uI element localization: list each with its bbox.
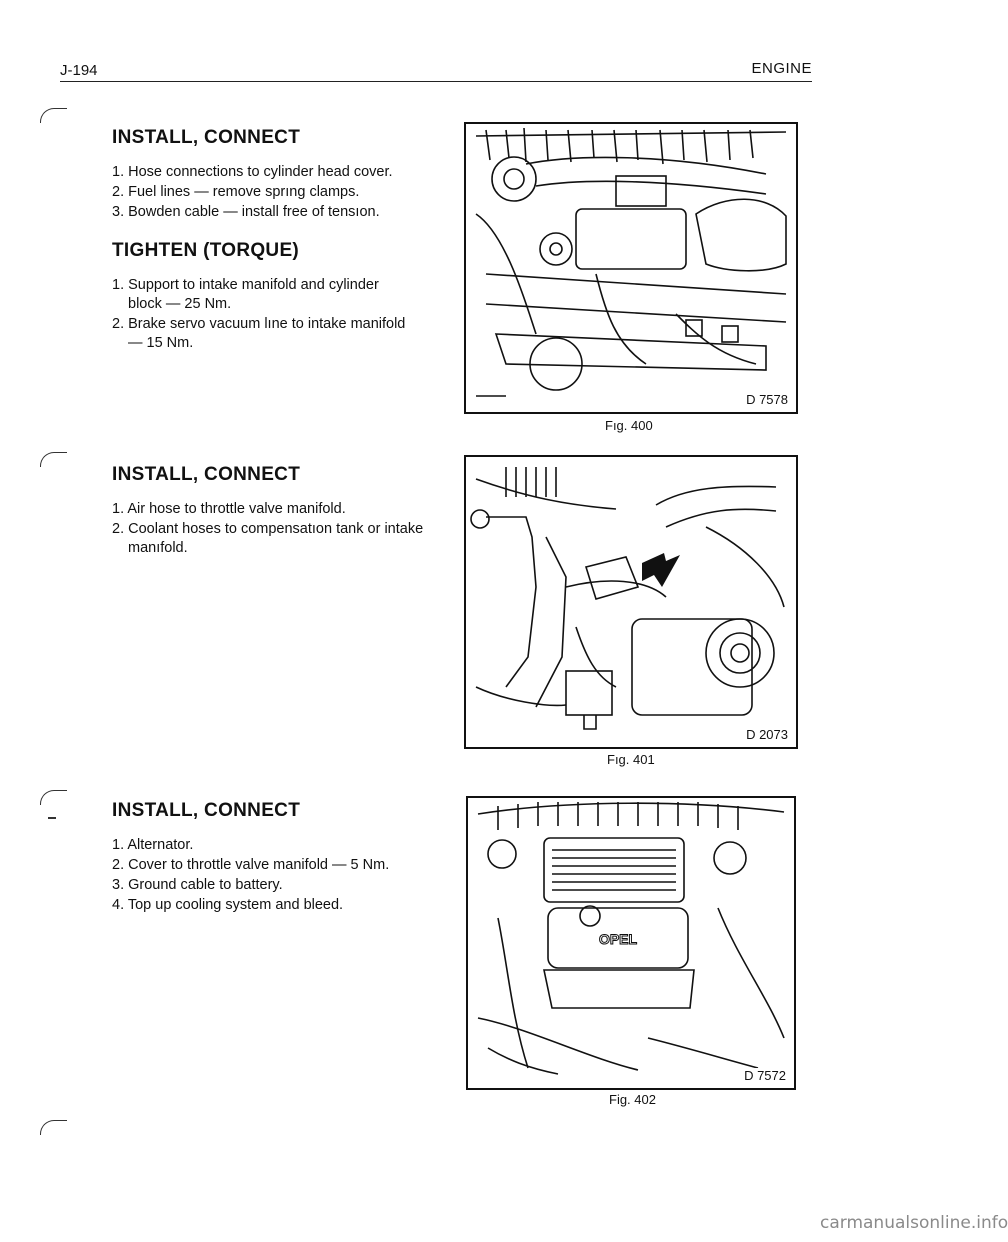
figure-caption: Fıg. 401 <box>607 752 655 767</box>
engine-cover-illustration <box>468 798 794 1088</box>
section-title: INSTALL, CONNECT <box>112 800 301 821</box>
figure-code: D 2073 <box>746 727 788 742</box>
figure-code: D 7572 <box>744 1068 786 1083</box>
step-item: 1. Alternator. <box>112 837 194 853</box>
section-subtitle: TIGHTEN (TORQUE) <box>112 240 300 261</box>
watermark: carmanualsonline.info <box>820 1213 1008 1233</box>
section-title: INSTALL, CONNECT <box>112 127 301 148</box>
opel-logo: OPEL <box>598 931 638 947</box>
step-item: 3. Ground cable to battery. <box>112 877 283 893</box>
engine-bay-illustration <box>466 124 796 412</box>
step-item: 2. Fuel lines — remove sprıng clamps. <box>112 184 360 200</box>
running-head: ENGINE <box>751 60 812 77</box>
arrow-indicator <box>642 553 680 587</box>
step-item: 1. Air hose to throttle valve manifold. <box>112 501 346 517</box>
figure-402-engine-top <box>466 796 796 1090</box>
step-item: 1. Support to intake manifold and cylinder block — 25 Nm. <box>112 277 379 312</box>
throttle-area-illustration <box>466 457 796 747</box>
step-item: 2. Brake servo vacuum lıne to intake manifold — 15 Nm. <box>112 316 406 351</box>
margin-mark <box>40 452 67 467</box>
step-item: 2. Coolant hoses to compensatıon tank or intake manıfold. <box>112 521 424 556</box>
torque-list <box>112 276 412 353</box>
figure-code: D 7578 <box>746 392 788 407</box>
step-item: 1. Hose connections to cylinder head cover. <box>112 164 393 180</box>
step-item: 4. Top up cooling system and bleed. <box>112 897 344 913</box>
margin-dash <box>48 817 56 819</box>
section-title: INSTALL, CONNECT <box>112 464 301 485</box>
page-number: J-194 <box>60 62 98 79</box>
step-item: 3. Bowden cable — install free of tensıon. <box>112 204 380 220</box>
figure-401-coolant-hoses <box>464 455 798 749</box>
figure-caption: Fıg. 400 <box>605 418 653 433</box>
step-list <box>112 836 472 915</box>
section-install-connect-2 <box>112 464 442 559</box>
section-install-connect-1 <box>112 127 472 354</box>
margin-mark <box>40 790 67 805</box>
margin-mark <box>40 108 67 123</box>
margin-mark <box>40 1120 67 1135</box>
step-list <box>112 500 442 558</box>
section-install-connect-3 <box>112 800 472 916</box>
figure-caption: Fig. 402 <box>609 1092 656 1107</box>
figure-400-engine-hoses <box>464 122 798 414</box>
header-rule <box>60 81 812 82</box>
step-list <box>112 163 472 222</box>
step-item: 2. Cover to throttle valve manifold — 5 Nm. <box>112 857 390 873</box>
